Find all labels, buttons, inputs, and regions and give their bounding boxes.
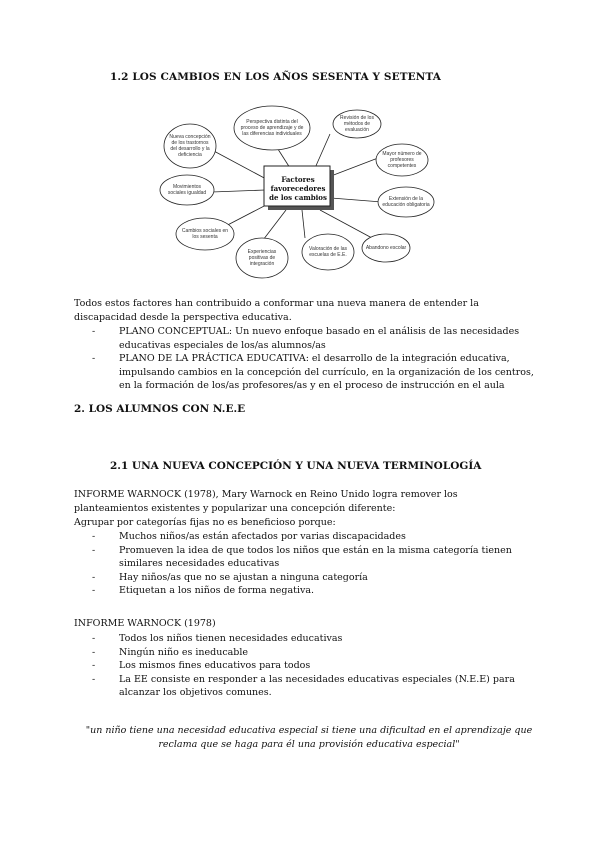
list-item: - Promueven la idea de que todos los niños que están en la misma categoría tienen similares necesidades educativas <box>92 544 512 570</box>
list-item-text: Todos los niños tienen necesidades educativas <box>119 633 343 644</box>
warnock-heading: INFORME WARNOCK (1978) <box>74 618 216 629</box>
list-item-text: PLANO CONCEPTUAL: Un nuevo enfoque basado en el análisis de las necesidades educativas especiales de los/as alumnos/as <box>119 326 520 351</box>
grouping-list <box>74 530 534 598</box>
list-item-text: PLANO DE LA PRÁCTICA EDUCATIVA: el desarrollo de la integración educativa, impulsando cambios en la concepción del currículo, en la organización de los centros, en la formación de los/as profesores/as y en el proceso de instrucción en el aula <box>119 353 534 392</box>
list-item-text: Muchos niños/as están afectados por varias discapacidades <box>119 531 406 542</box>
bubble-cambios-sociales: Cambios sociales en los sesenta <box>181 228 229 240</box>
warnock-intro: INFORME WARNOCK (1978), Mary Warnock en Reino Unido logra remover los planteamientos existentes y popularizar una concepción diferente: <box>74 489 458 514</box>
list-item: - Ningún niño es ineducable <box>92 646 249 658</box>
list-item: - PLANO CONCEPTUAL: Un nuevo enfoque basado en el análisis de las necesidades educativas especiales de los/as alumnos/as <box>92 326 520 351</box>
list-item-text: La EE consiste en responder a las necesidades educativas especiales (N.E.E) para alcanzar los objetivos comunes. <box>119 673 515 699</box>
list-item: - Etiquetan a los niños de forma negativa. <box>92 585 315 597</box>
list-item: - Los mismos fines educativos para todos <box>92 660 311 672</box>
bubble-profesores: Mayor número de profesores competentes <box>382 151 422 169</box>
bubble-valoracion-ee: Valoración de las escuelas de E.E. <box>309 246 347 258</box>
list-item: - PLANO DE LA PRÁCTICA EDUCATIVA: el desarrollo de la integración educativa, impulsando cambios en la concepción del currículo, en la organización de los centros, en la formación de los/as profesores/as y en el proceso de instrucción en el aula <box>92 353 534 392</box>
list-item-text: Los mismos fines educativos para todos <box>119 660 311 672</box>
warnock-list <box>74 632 534 700</box>
bubble-aprendizaje: Perspectiva distinta del proceso de aprendizaje y de las diferencias individuales <box>240 119 304 137</box>
list-item: - Hay niños/as que no se ajustan a ninguna categoría <box>92 571 368 583</box>
factors-diagram <box>150 102 450 292</box>
intro-paragraph: Todos estos factores han contribuido a conformar una nueva manera de entender la discapacidad desde la perspectiva educativa. <box>74 298 479 323</box>
list-item-text: Promueven la idea de que todos los niños que están en la misma categoría tienen similares necesidades educativas <box>119 544 512 570</box>
bubble-trastornos: Nueva concepción de los trastornos del desarrollo y la deficiencia <box>169 134 211 158</box>
bubble-abandono: Abandono escolar <box>365 245 407 251</box>
planes-list <box>74 325 534 393</box>
bubble-obligatoria: Extensión de la educación obligatoria <box>382 196 430 208</box>
bubble-evaluacion: Revisión de los métodos de evaluación <box>340 115 374 133</box>
bubble-experiencias: Experiencias positivas de integración <box>247 249 277 267</box>
section-2-title: 2. LOS ALUMNOS CON N.E.E <box>74 403 246 415</box>
list-item: - La EE consiste en responder a las necesidades educativas especiales (N.E.E) para alcanzar los objetivos comunes. <box>92 673 515 699</box>
list-item: - Todos los niños tienen necesidades educativas <box>92 633 343 644</box>
section-2-1-title: 2.1 UNA NUEVA CONCEPCIÓN Y UNA NUEVA TERMINOLOGÍA <box>110 460 482 472</box>
list-item-text: Hay niños/as que no se ajustan a ninguna categoría <box>119 571 368 583</box>
list-item-text: Ningún niño es ineducable <box>119 646 249 658</box>
list-item: - Muchos niños/as están afectados por varias discapacidades <box>92 531 406 542</box>
bubble-movimientos: Movimientos sociales igualdad <box>167 184 207 196</box>
diagram-center-label: Factores favorecedores de los cambios <box>269 174 327 202</box>
section-1-2-title: 1.2 LOS CAMBIOS EN LOS AÑOS SESENTA Y SETENTA <box>110 71 441 83</box>
grouping-intro: Agrupar por categorías fijas no es beneficioso porque: <box>74 517 336 528</box>
warnock-quote: "un niño tiene una necesidad educativa especial si tiene una dificultad en el aprendizaje que reclama que se haga para él una provisión educativa especial" <box>85 725 533 750</box>
list-item-text: Etiquetan a los niños de forma negativa. <box>119 585 315 597</box>
